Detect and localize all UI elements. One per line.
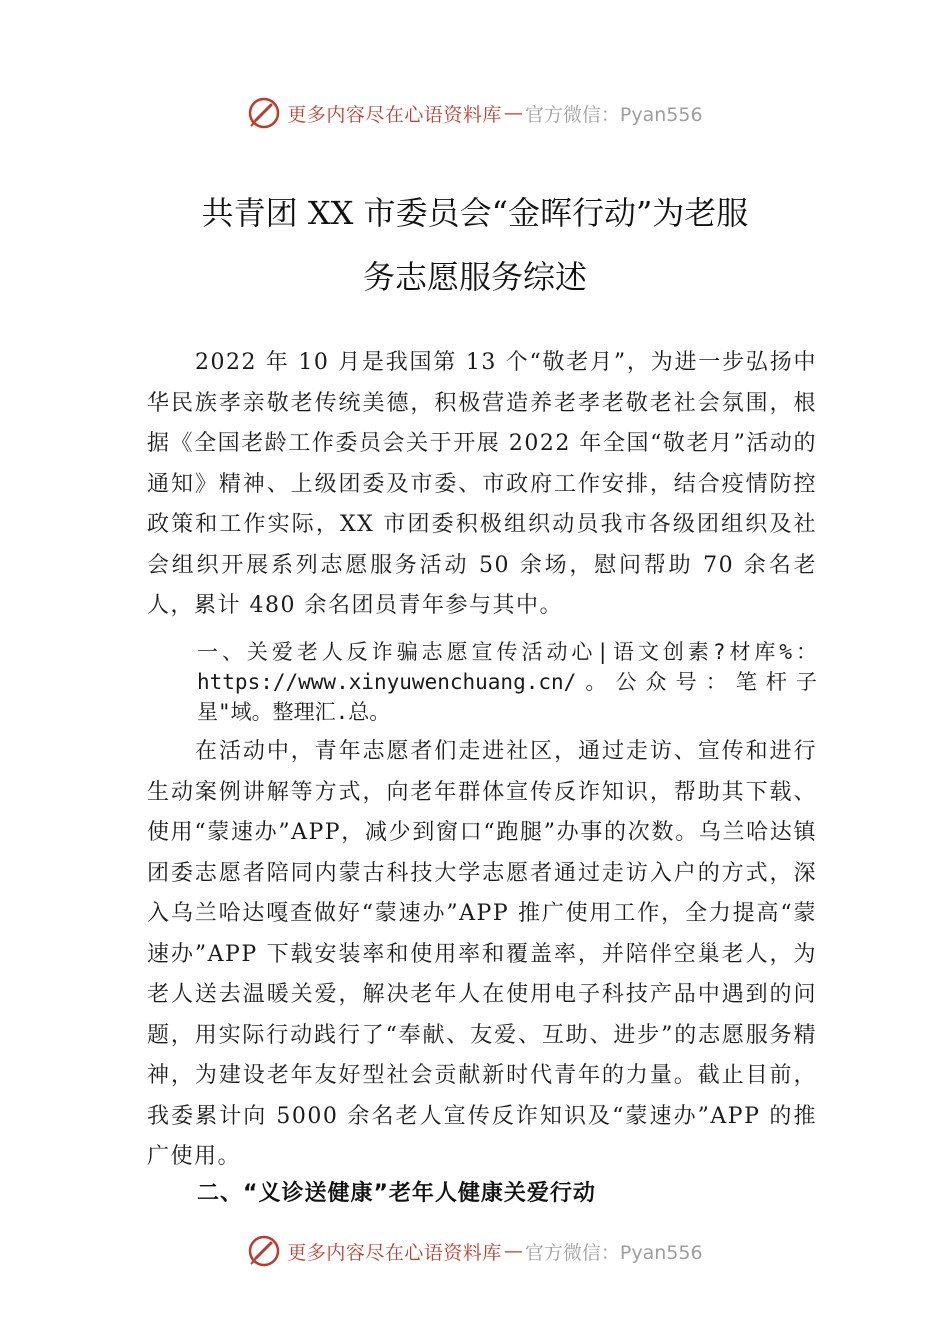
paragraph-intro: 2022 年 10 月是我国第 13 个“敬老月”，为进一步弘扬中华民族孝亲敬老传统美德，积极营造养老孝老敬老社会氛围，根据《全国老龄工作委员会关于开展 2022 年全国“敬老月”活动的通知》精神、上级团委及市委、市政府工作安排，结合疫情防控政策和工作实际，XX 市团委积极组织动员我市各级团组织及社会组织开展系列志愿服务活动 50 余场，慰问帮助 70 余名老人，累计 480 余名团员青年参与其中。: [147, 350, 817, 618]
watermark-separator: —: [503, 102, 523, 124]
paragraph-section-1-body: 在活动中，青年志愿者们走进社区，通过走访、宣传和进行生动案例讲解等方式，向老年群体宣传反诈知识，帮助其下载、使用“蒙速办”APP，减少到窗口“跑腿”办事的次数。乌兰哈达镇团委志愿者陪同内蒙古科技大学志愿者通过走访入户的方式，深入乌兰哈达嘎查做好“蒙速办”APP 推广使用工作，全力提高“蒙速办”APP 下载安装率和使用率和覆盖率，并陪伴空巢老人，为老人送去温暖关爱，解决老年人在使用电子科技产品中遇到的问题，用实际行动践行了“奉献、友爱、互助、进步”的志愿服务精神，为建设老年友好型社会贡献新时代青年的力量。截止目前，我委累计向 5000 余名老人宣传反诈知识及“蒙速办”APP 的推广使用。: [147, 739, 817, 1169]
document-title-line-1: 共青团 XX 市委员会“金晖行动”为老服: [201, 194, 749, 232]
watermark-text: 更多内容尽在心语资料库: [287, 103, 502, 126]
brush-logo-icon: [247, 1234, 281, 1268]
document-title-line-2: 务志愿服务综述: [362, 258, 587, 296]
watermark-header: [0, 96, 950, 130]
watermark-footer: [0, 1234, 950, 1268]
watermark-separator: —: [503, 1240, 523, 1262]
watermark-text: 更多内容尽在心语资料库: [287, 1241, 502, 1264]
watermark-wechat: 官方微信：Pyan556: [524, 103, 703, 126]
section-2-heading: 二、“义诊送健康”老年人健康关爱行动: [197, 1181, 596, 1206]
watermark-wechat: 官方微信：Pyan556: [524, 1241, 703, 1264]
brush-logo-icon: [247, 96, 281, 130]
section-1-heading: 一、关爱老人反诈骗志愿宣传活动心|语文创素?材库%：https://www.xinyuwenchuang.cn/。公众号：笔杆子星"域。整理汇.总。: [197, 640, 817, 724]
